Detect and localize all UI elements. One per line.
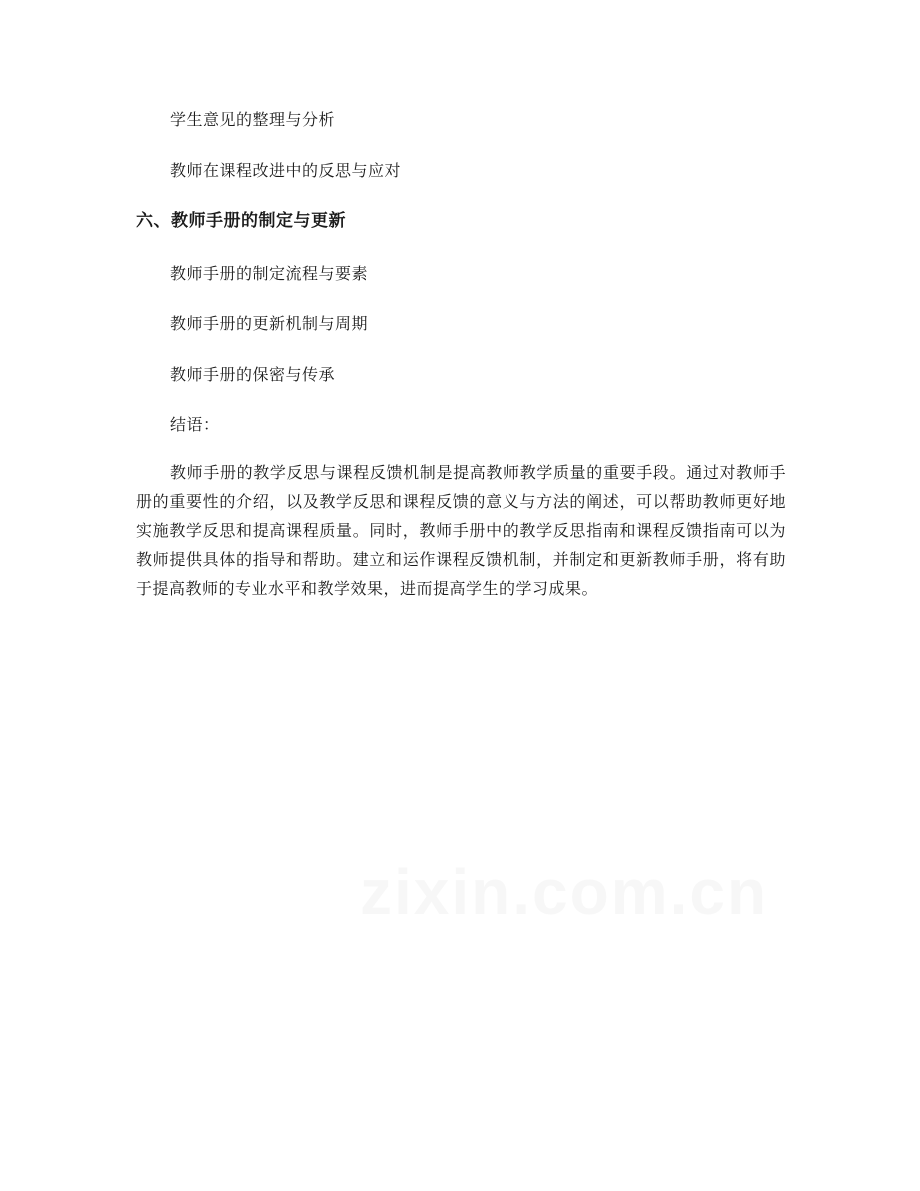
watermark: zixin.com.cn [360, 856, 769, 928]
conclusion-label: 结语： [170, 415, 220, 434]
list-item-teacher-reflection: 教师在课程改进中的反思与应对 [170, 161, 402, 180]
conclusion-paragraph: 教师手册的教学反思与课程反馈机制是提高教师教学质量的重要手段。通过对教师手册的重要性的介绍，以及教学反思和课程反馈的意义与方法的阐述，可以帮助教师更好地实施教学反思和提高课程质量。同时，教师手册中的教学反思指南和课程反馈指南可以为教师提供具体的指导和帮助。建立和运作课程反馈机制，并制定和更新教师手册，将有助于提高教师的专业水平和教学效果，进而提高学生的学习成果。 [136, 463, 786, 598]
list-item-update: 教师手册的更新机制与周期 [170, 314, 369, 333]
list-item-student-feedback: 学生意见的整理与分析 [170, 110, 336, 129]
list-item-formulation: 教师手册的制定流程与要素 [170, 264, 369, 283]
list-item-confidentiality: 教师手册的保密与传承 [170, 365, 336, 384]
section-heading: 六、教师手册的制定与更新 [136, 211, 346, 231]
